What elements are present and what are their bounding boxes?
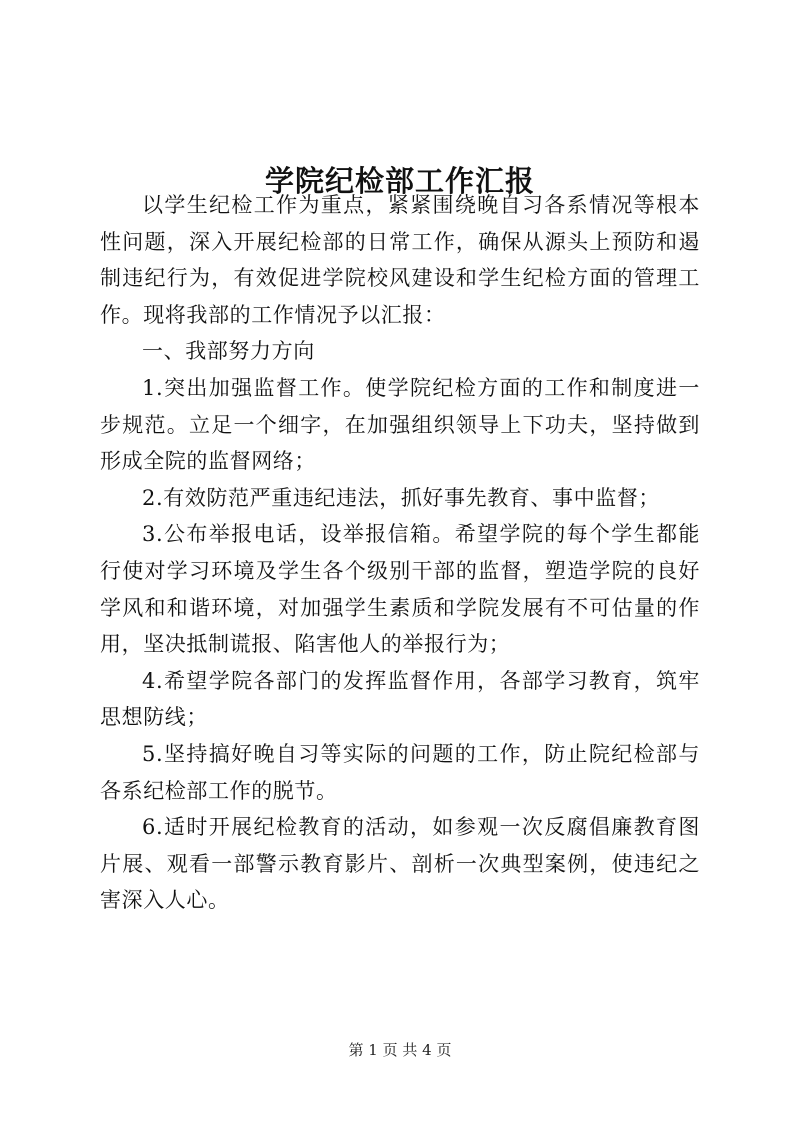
paragraph-intro: 以学生纪检工作为重点，紧紧围绕晚自习各系情况等根本性问题，深入开展纪检部的日常工作，确保从源头上预防和遏制违纪行为，有效促进学院校风建设和学生纪检方面的管理工作。现将我部的工作情况予以汇报： xyxy=(100,193,700,327)
list-item-3: 3.公布举报电话，设举报信箱。希望学院的每个学生都能行使对学习环境及学生各个级别干部的监督，塑造学院的良好学风和和谐环境，对加强学生素质和学院发展有不可估量的作用，坚决抵制谎报、陷害他人的举报行为； xyxy=(100,522,700,657)
section-heading-direction: 一、我部努力方向 xyxy=(142,339,315,364)
page-title: 学院纪检部工作汇报 xyxy=(264,164,535,199)
list-item-5: 5.坚持搞好晚自习等实际的问题的工作，防止院纪检部与各系纪检部工作的脱节。 xyxy=(100,741,700,803)
list-item-6: 6.适时开展纪检教育的活动，如参观一次反腐倡廉教育图片展、观看一部警示教育影片、剖析一次典型案例，使违纪之害深入人心。 xyxy=(100,815,700,913)
list-item-1: 1.突出加强监督工作。使学院纪检方面的工作和制度进一步规范。立足一个细字，在加强组织领导上下功夫，坚持做到形成全院的监督网络； xyxy=(100,375,700,474)
list-item-2: 2.有效防范严重违纪违法，抓好事先教育、事中监督； xyxy=(142,485,661,510)
document-body xyxy=(100,187,700,919)
list-item-4: 4.希望学院各部门的发挥监督作用，各部学习教育，筑牢思想防线； xyxy=(100,668,700,730)
page-number-footer: 第 1 页 共 4 页 xyxy=(348,1041,452,1059)
